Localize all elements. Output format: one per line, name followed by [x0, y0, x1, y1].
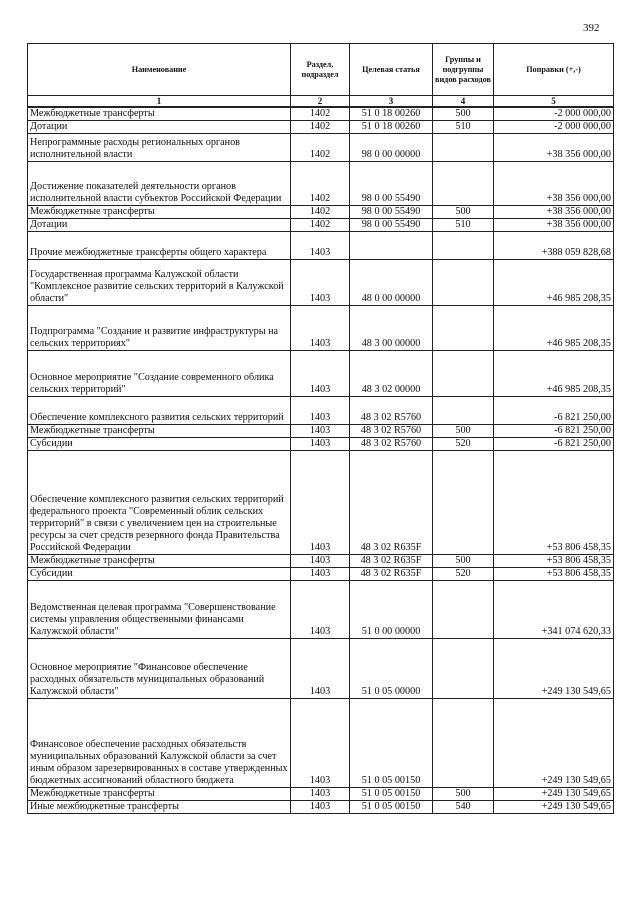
row-group: 500	[433, 206, 494, 219]
row-target: 48 0 00 00000	[350, 260, 433, 306]
row-target: 48 3 02 R635F	[350, 555, 433, 568]
row-name: Межбюджетные трансферты	[28, 788, 291, 801]
row-name: Межбюджетные трансферты	[28, 206, 291, 219]
row-amount: -6 821 250,00	[494, 397, 614, 425]
row-name: Межбюджетные трансферты	[28, 107, 291, 121]
row-group: 540	[433, 801, 494, 814]
row-amount: -6 821 250,00	[494, 425, 614, 438]
row-group	[433, 162, 494, 206]
row-target: 48 3 02 R5760	[350, 425, 433, 438]
row-name: Обеспечение комплексного развития сельских территорий федерального проекта "Современный облик сельских территорий" в связи с увеличением цен на строительные ресурсы за счет средств резервного фонда Правительства Российской Федерации	[28, 451, 291, 555]
row-section: 1403	[291, 788, 350, 801]
column-number: 5	[494, 96, 614, 108]
column-number: 4	[433, 96, 494, 108]
column-number: 1	[28, 96, 291, 108]
row-target: 51 0 18 00260	[350, 121, 433, 134]
table-row	[28, 260, 614, 306]
row-group: 500	[433, 788, 494, 801]
row-group	[433, 306, 494, 351]
row-name: Непрограммные расходы региональных органов исполнительной власти	[28, 134, 291, 162]
row-section: 1403	[291, 639, 350, 699]
row-target: 51 0 05 00000	[350, 639, 433, 699]
row-group: 510	[433, 121, 494, 134]
row-section: 1403	[291, 438, 350, 451]
row-name: Межбюджетные трансферты	[28, 555, 291, 568]
table-row	[28, 568, 614, 581]
row-section: 1403	[291, 351, 350, 397]
row-target: 51 0 05 00150	[350, 788, 433, 801]
row-target: 98 0 00 00000	[350, 134, 433, 162]
row-amount: +38 356 000,00	[494, 162, 614, 206]
row-target: 48 3 00 00000	[350, 306, 433, 351]
column-number-row	[28, 96, 614, 108]
header-name: Наименование	[28, 44, 291, 96]
table-row	[28, 121, 614, 134]
row-section: 1403	[291, 555, 350, 568]
row-name: Межбюджетные трансферты	[28, 425, 291, 438]
row-name: Дотации	[28, 219, 291, 232]
row-group: 500	[433, 555, 494, 568]
row-group	[433, 451, 494, 555]
row-section: 1402	[291, 107, 350, 121]
row-amount: +53 806 458,35	[494, 451, 614, 555]
row-amount: +249 130 549,65	[494, 788, 614, 801]
row-group	[433, 351, 494, 397]
row-section: 1403	[291, 306, 350, 351]
row-target: 51 0 05 00150	[350, 699, 433, 788]
row-name: Подпрограмма "Создание и развитие инфраструктуры на сельских территориях"	[28, 306, 291, 351]
table-row	[28, 438, 614, 451]
header-section: Раздел, подраздел	[291, 44, 350, 96]
row-section: 1403	[291, 699, 350, 788]
row-amount: +249 130 549,65	[494, 699, 614, 788]
table-row	[28, 219, 614, 232]
table-row	[28, 581, 614, 639]
table-row	[28, 639, 614, 699]
row-name: Прочие межбюджетные трансферты общего характера	[28, 232, 291, 260]
row-name: Субсидии	[28, 568, 291, 581]
row-target: 48 3 02 00000	[350, 351, 433, 397]
row-amount: +46 985 208,35	[494, 351, 614, 397]
header-amount: Поправки (+,-)	[494, 44, 614, 96]
row-group	[433, 639, 494, 699]
column-number: 2	[291, 96, 350, 108]
row-name: Государственная программа Калужской области "Комплексное развитие сельских территорий в Калужской области"	[28, 260, 291, 306]
row-target: 51 0 00 00000	[350, 581, 433, 639]
row-section: 1402	[291, 206, 350, 219]
row-amount: +38 356 000,00	[494, 134, 614, 162]
row-group	[433, 232, 494, 260]
row-name: Субсидии	[28, 438, 291, 451]
row-section: 1403	[291, 425, 350, 438]
header-groups: Группы и подгруппы видов расходов	[433, 44, 494, 96]
row-group	[433, 581, 494, 639]
table-row	[28, 451, 614, 555]
row-group: 500	[433, 107, 494, 121]
row-target: 48 3 02 R5760	[350, 397, 433, 425]
table-row	[28, 699, 614, 788]
row-section: 1402	[291, 121, 350, 134]
page-number: 392	[583, 22, 600, 34]
row-amount: +53 806 458,35	[494, 555, 614, 568]
row-section: 1402	[291, 219, 350, 232]
row-group	[433, 134, 494, 162]
table-row	[28, 351, 614, 397]
table-row	[28, 425, 614, 438]
row-section: 1402	[291, 134, 350, 162]
row-group: 500	[433, 425, 494, 438]
row-amount: +38 356 000,00	[494, 206, 614, 219]
row-group: 510	[433, 219, 494, 232]
row-target: 48 3 02 R635F	[350, 568, 433, 581]
row-name: Финансовое обеспечение расходных обязательств муниципальных образований Калужской области за счет иным образом зарезервированных в составе утвержденных бюджетных ассигнований областного бюджета	[28, 699, 291, 788]
row-name: Иные межбюджетные трансферты	[28, 801, 291, 814]
table-row	[28, 397, 614, 425]
row-target: 98 0 00 55490	[350, 219, 433, 232]
budget-table	[27, 43, 614, 814]
row-group: 520	[433, 568, 494, 581]
row-target: 51 0 18 00260	[350, 107, 433, 121]
row-section: 1403	[291, 568, 350, 581]
row-name: Достижение показателей деятельности органов исполнительной власти субъектов Российской Федерации	[28, 162, 291, 206]
table-row	[28, 788, 614, 801]
row-section: 1403	[291, 397, 350, 425]
row-section: 1402	[291, 162, 350, 206]
row-group	[433, 260, 494, 306]
row-amount: -6 821 250,00	[494, 438, 614, 451]
row-section: 1403	[291, 260, 350, 306]
row-amount: +388 059 828,68	[494, 232, 614, 260]
table-row	[28, 232, 614, 260]
row-name: Ведомственная целевая программа "Совершенствование системы управления общественными финансами Калужской области"	[28, 581, 291, 639]
row-group	[433, 397, 494, 425]
row-amount: +341 074 620,33	[494, 581, 614, 639]
row-section: 1403	[291, 801, 350, 814]
row-group	[433, 699, 494, 788]
row-name: Обеспечение комплексного развития сельских территорий	[28, 397, 291, 425]
row-amount: +53 806 458,35	[494, 568, 614, 581]
row-amount: -2 000 000,00	[494, 121, 614, 134]
row-name: Основное мероприятие "Финансовое обеспечение расходных обязательств муниципальных образований Калужской области"	[28, 639, 291, 699]
table-row	[28, 162, 614, 206]
table-row	[28, 555, 614, 568]
row-amount: +46 985 208,35	[494, 306, 614, 351]
row-name: Дотации	[28, 121, 291, 134]
row-section: 1403	[291, 581, 350, 639]
row-section: 1403	[291, 451, 350, 555]
row-amount: +249 130 549,65	[494, 639, 614, 699]
row-amount: +249 130 549,65	[494, 801, 614, 814]
row-amount: +38 356 000,00	[494, 219, 614, 232]
row-target	[350, 232, 433, 260]
table-row	[28, 801, 614, 814]
table-row	[28, 107, 614, 121]
table-row	[28, 134, 614, 162]
row-amount: -2 000 000,00	[494, 107, 614, 121]
row-target: 98 0 00 55490	[350, 206, 433, 219]
row-section: 1403	[291, 232, 350, 260]
row-target: 48 3 02 R635F	[350, 451, 433, 555]
header-row	[28, 44, 614, 96]
row-target: 48 3 02 R5760	[350, 438, 433, 451]
row-amount: +46 985 208,35	[494, 260, 614, 306]
table-row	[28, 206, 614, 219]
row-target: 51 0 05 00150	[350, 801, 433, 814]
column-number: 3	[350, 96, 433, 108]
row-target: 98 0 00 55490	[350, 162, 433, 206]
table-row	[28, 306, 614, 351]
row-group: 520	[433, 438, 494, 451]
header-target: Целевая статья	[350, 44, 433, 96]
row-name: Основное мероприятие "Создание современного облика сельских территорий"	[28, 351, 291, 397]
